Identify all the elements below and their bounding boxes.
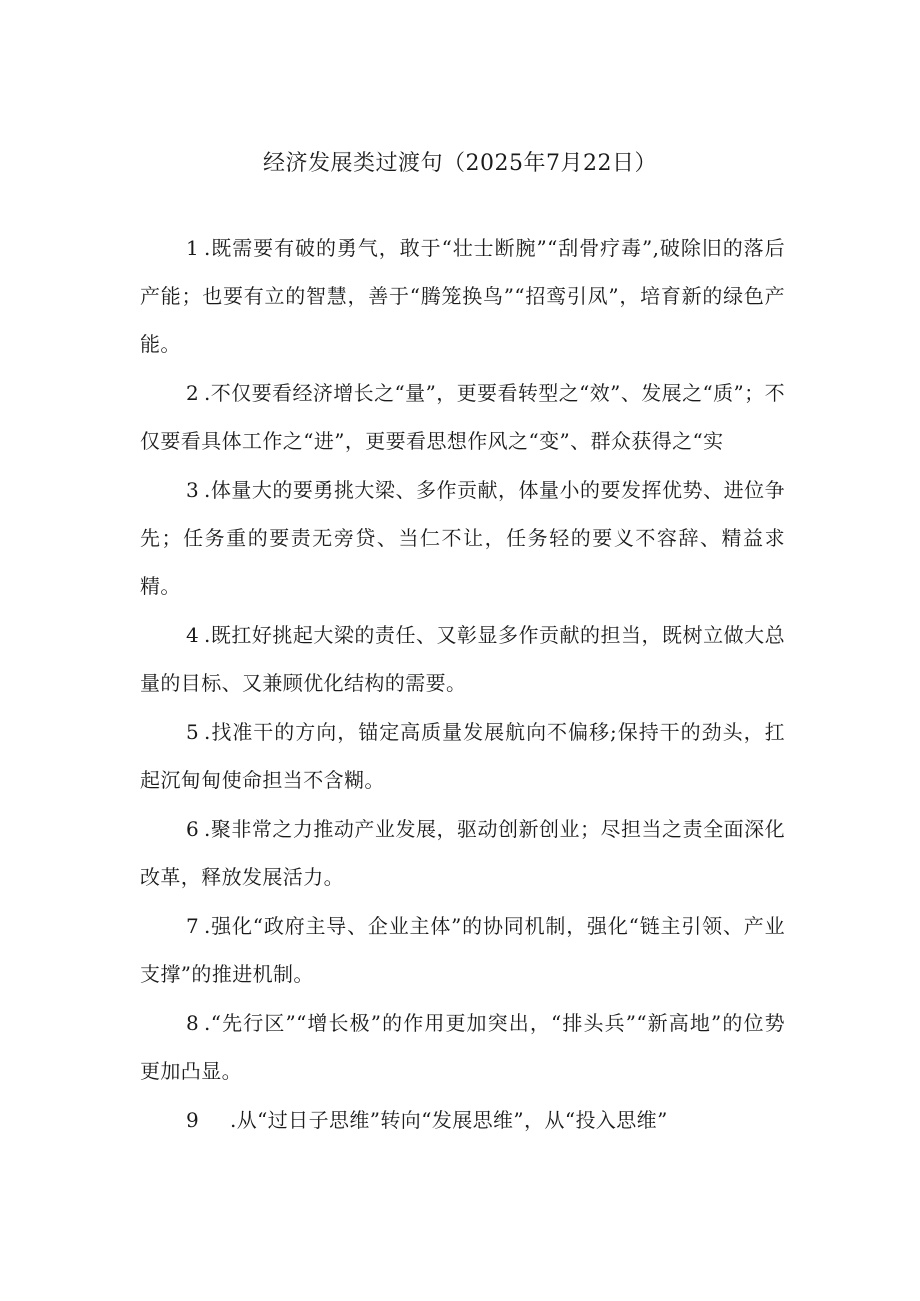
- item-number: 9: [186, 1108, 200, 1132]
- item-text: .既需要有破的勇气，敢于“壮士断腕”“刮骨疗毒”,破除旧的落后产能；也要有立的智慧，善于“腾笼换鸟”“招鸾引凤”，培育新的绿色产能。: [140, 236, 785, 356]
- list-item: [140, 999, 785, 1095]
- item-list: [140, 224, 785, 1145]
- list-item: [140, 611, 785, 707]
- list-item: [140, 902, 785, 998]
- list-item: [140, 224, 785, 368]
- item-number: 4: [186, 623, 200, 647]
- item-text: .强化“政府主导、企业主体”的协同机制，强化“链主引领、产业支撑”的推进机制。: [140, 914, 785, 986]
- item-text: .不仅要看经济增长之“量”，更要看转型之“效”、发展之“质”；不仅要看具体工作之“进”，更要看思想作风之“变”、群众获得之“实: [140, 381, 785, 453]
- item-number: 2: [186, 381, 200, 405]
- list-item: [140, 369, 785, 465]
- item-text: .体量大的要勇挑大梁、多作贡献，体量小的要发挥优势、进位争先；任务重的要责无旁贷、当仁不让，任务轻的要义不容辞、精益求精。: [140, 478, 785, 598]
- item-text: .从“过日子思维”转向“发展思维”，从“投入思维”: [230, 1108, 668, 1132]
- item-text: .找准干的方向，锚定高质量发展航向不偏移;保持干的劲头，扛起沉甸甸使命担当不含糊。: [140, 720, 785, 792]
- list-item: [140, 1096, 785, 1144]
- item-text: .“先行区”“增长极”的作用更加突出，“排头兵”“新高地”的位势更加凸显。: [140, 1011, 785, 1083]
- item-text: .既扛好挑起大梁的责任、又彰显多作贡献的担当，既树立做大总量的目标、又兼顾优化结构的需要。: [140, 623, 785, 695]
- list-item: [140, 708, 785, 804]
- item-number: 7: [186, 914, 200, 938]
- item-number: 5: [186, 720, 200, 744]
- item-text: .聚非常之力推动产业发展，驱动创新创业；尽担当之责全面深化改革，释放发展活力。: [140, 817, 785, 889]
- item-number: 1: [186, 236, 200, 260]
- list-item: [140, 466, 785, 610]
- document-title: 经济发展类过渡句（2025年7月22日）: [263, 151, 657, 176]
- item-number: 3: [186, 478, 200, 502]
- item-number: 8: [186, 1011, 200, 1035]
- list-item: [140, 805, 785, 901]
- item-number: 6: [186, 817, 200, 841]
